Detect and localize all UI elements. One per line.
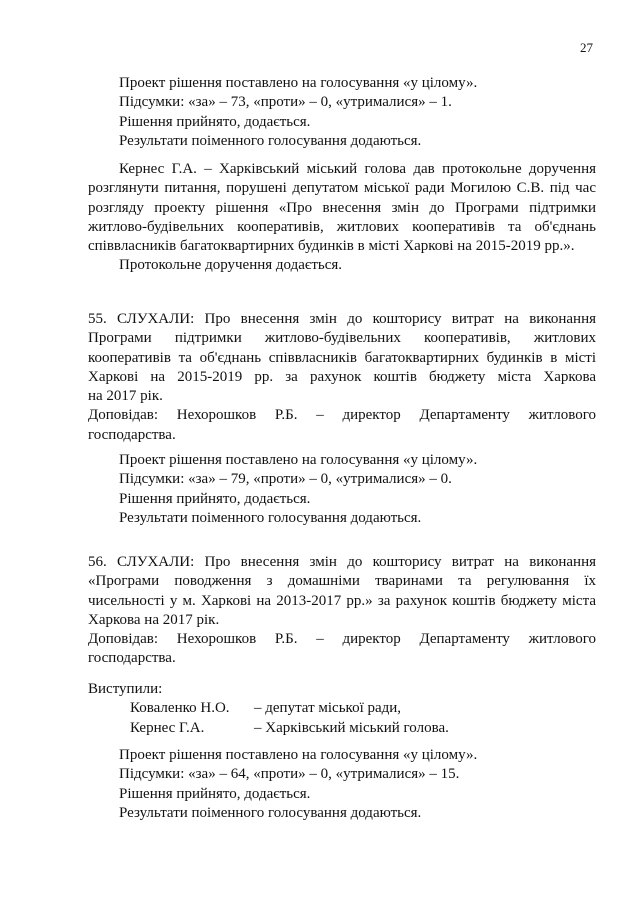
page-number: 27	[580, 40, 593, 55]
speaker-role: – Харківський міський голова.	[254, 719, 449, 736]
item-line: Харкова на 2017 рік.	[88, 611, 220, 628]
vote-line: Результати поіменного голосування додаються.	[119, 509, 422, 526]
item-line: 55. СЛУХАЛИ: Про внесення змін до кошторису витрат на виконання	[88, 311, 596, 327]
item-line: «Програми поводження з домашніми тваринами та регулювання їх	[88, 573, 596, 590]
vote-result-block-1	[88, 74, 596, 151]
vote-result-block-56	[88, 746, 596, 823]
vote-line: Рішення прийнято, додається.	[119, 490, 311, 507]
paragraph-line: співвласників багатоквартирних будинків в місті Харкові на 2015-2019 рр.».	[88, 238, 575, 255]
paragraph-line: житлово-будівельних кооперативів, житлових кооперативів та об'єднань	[88, 218, 596, 235]
paragraph-line: Протокольне доручення додається.	[119, 257, 343, 274]
agenda-item-55	[88, 310, 596, 445]
vote-line: Проект рішення поставлено на голосування «у цілому».	[119, 75, 478, 91]
reporter-line: господарства.	[88, 426, 176, 443]
paragraph-line: Кернес Г.А. – Харківський міський голова дав протокольне доручення	[119, 161, 596, 177]
vote-line: Проект рішення поставлено на голосування «у цілому».	[119, 747, 478, 763]
speaker-row	[88, 719, 596, 738]
vote-line: Проект рішення поставлено на голосування «у цілому».	[119, 452, 478, 468]
paragraph-line: розглянути питання, порушені депутатом міської ради Могилою С.В. під час	[88, 180, 596, 197]
speaker-name: Коваленко Н.О.	[130, 700, 230, 717]
vote-result-block-55	[88, 451, 596, 528]
speaker-name: Кернес Г.А.	[130, 719, 205, 736]
speaker-row	[88, 699, 596, 718]
item-line: 56. СЛУХАЛИ: Про внесення змін до кошторису витрат на виконання	[88, 554, 596, 570]
item-line: на 2017 рік.	[88, 388, 163, 405]
vote-line: Рішення прийнято, додається.	[119, 113, 311, 130]
vote-line: Підсумки: «за» – 79, «проти» – 0, «утрималися» – 0.	[119, 471, 452, 488]
paragraph-line: розгляду проекту рішення «Про внесення змін до Програми підтримки	[88, 199, 596, 216]
reporter-line: господарства.	[88, 650, 176, 667]
item-line: Програми підтримки житлово-будівельних кооперативів, житлових	[88, 330, 596, 347]
protocol-instruction-paragraph	[88, 160, 596, 276]
item-line: кооперативів та об'єднань співвласників багатоквартирних будинків в місті	[88, 349, 596, 366]
vote-line: Рішення прийнято, додається.	[119, 785, 311, 802]
reporter-line: Доповідав: Нехорошков Р.Б. – директор Департаменту житлового	[88, 407, 596, 424]
vote-line: Результати поіменного голосування додаються.	[119, 132, 422, 149]
reporter-line: Доповідав: Нехорошков Р.Б. – директор Департаменту житлового	[88, 631, 596, 648]
speaker-role: – депутат міської ради,	[254, 700, 402, 717]
vote-line: Результати поіменного голосування додаються.	[119, 804, 422, 821]
item-line: Харкові на 2015-2019 рр. за рахунок коштів бюджету міста Харкова	[88, 368, 596, 385]
speakers-label: Виступили:	[88, 681, 163, 697]
agenda-item-56	[88, 553, 596, 669]
item-line: чисельності у м. Харкові на 2013-2017 рр.» за рахунок коштів бюджету міста	[88, 592, 596, 609]
speakers-block	[88, 680, 596, 738]
vote-line: Підсумки: «за» – 64, «проти» – 0, «утрималися» – 15.	[119, 766, 460, 783]
vote-line: Підсумки: «за» – 73, «проти» – 0, «утрималися» – 1.	[119, 94, 452, 111]
